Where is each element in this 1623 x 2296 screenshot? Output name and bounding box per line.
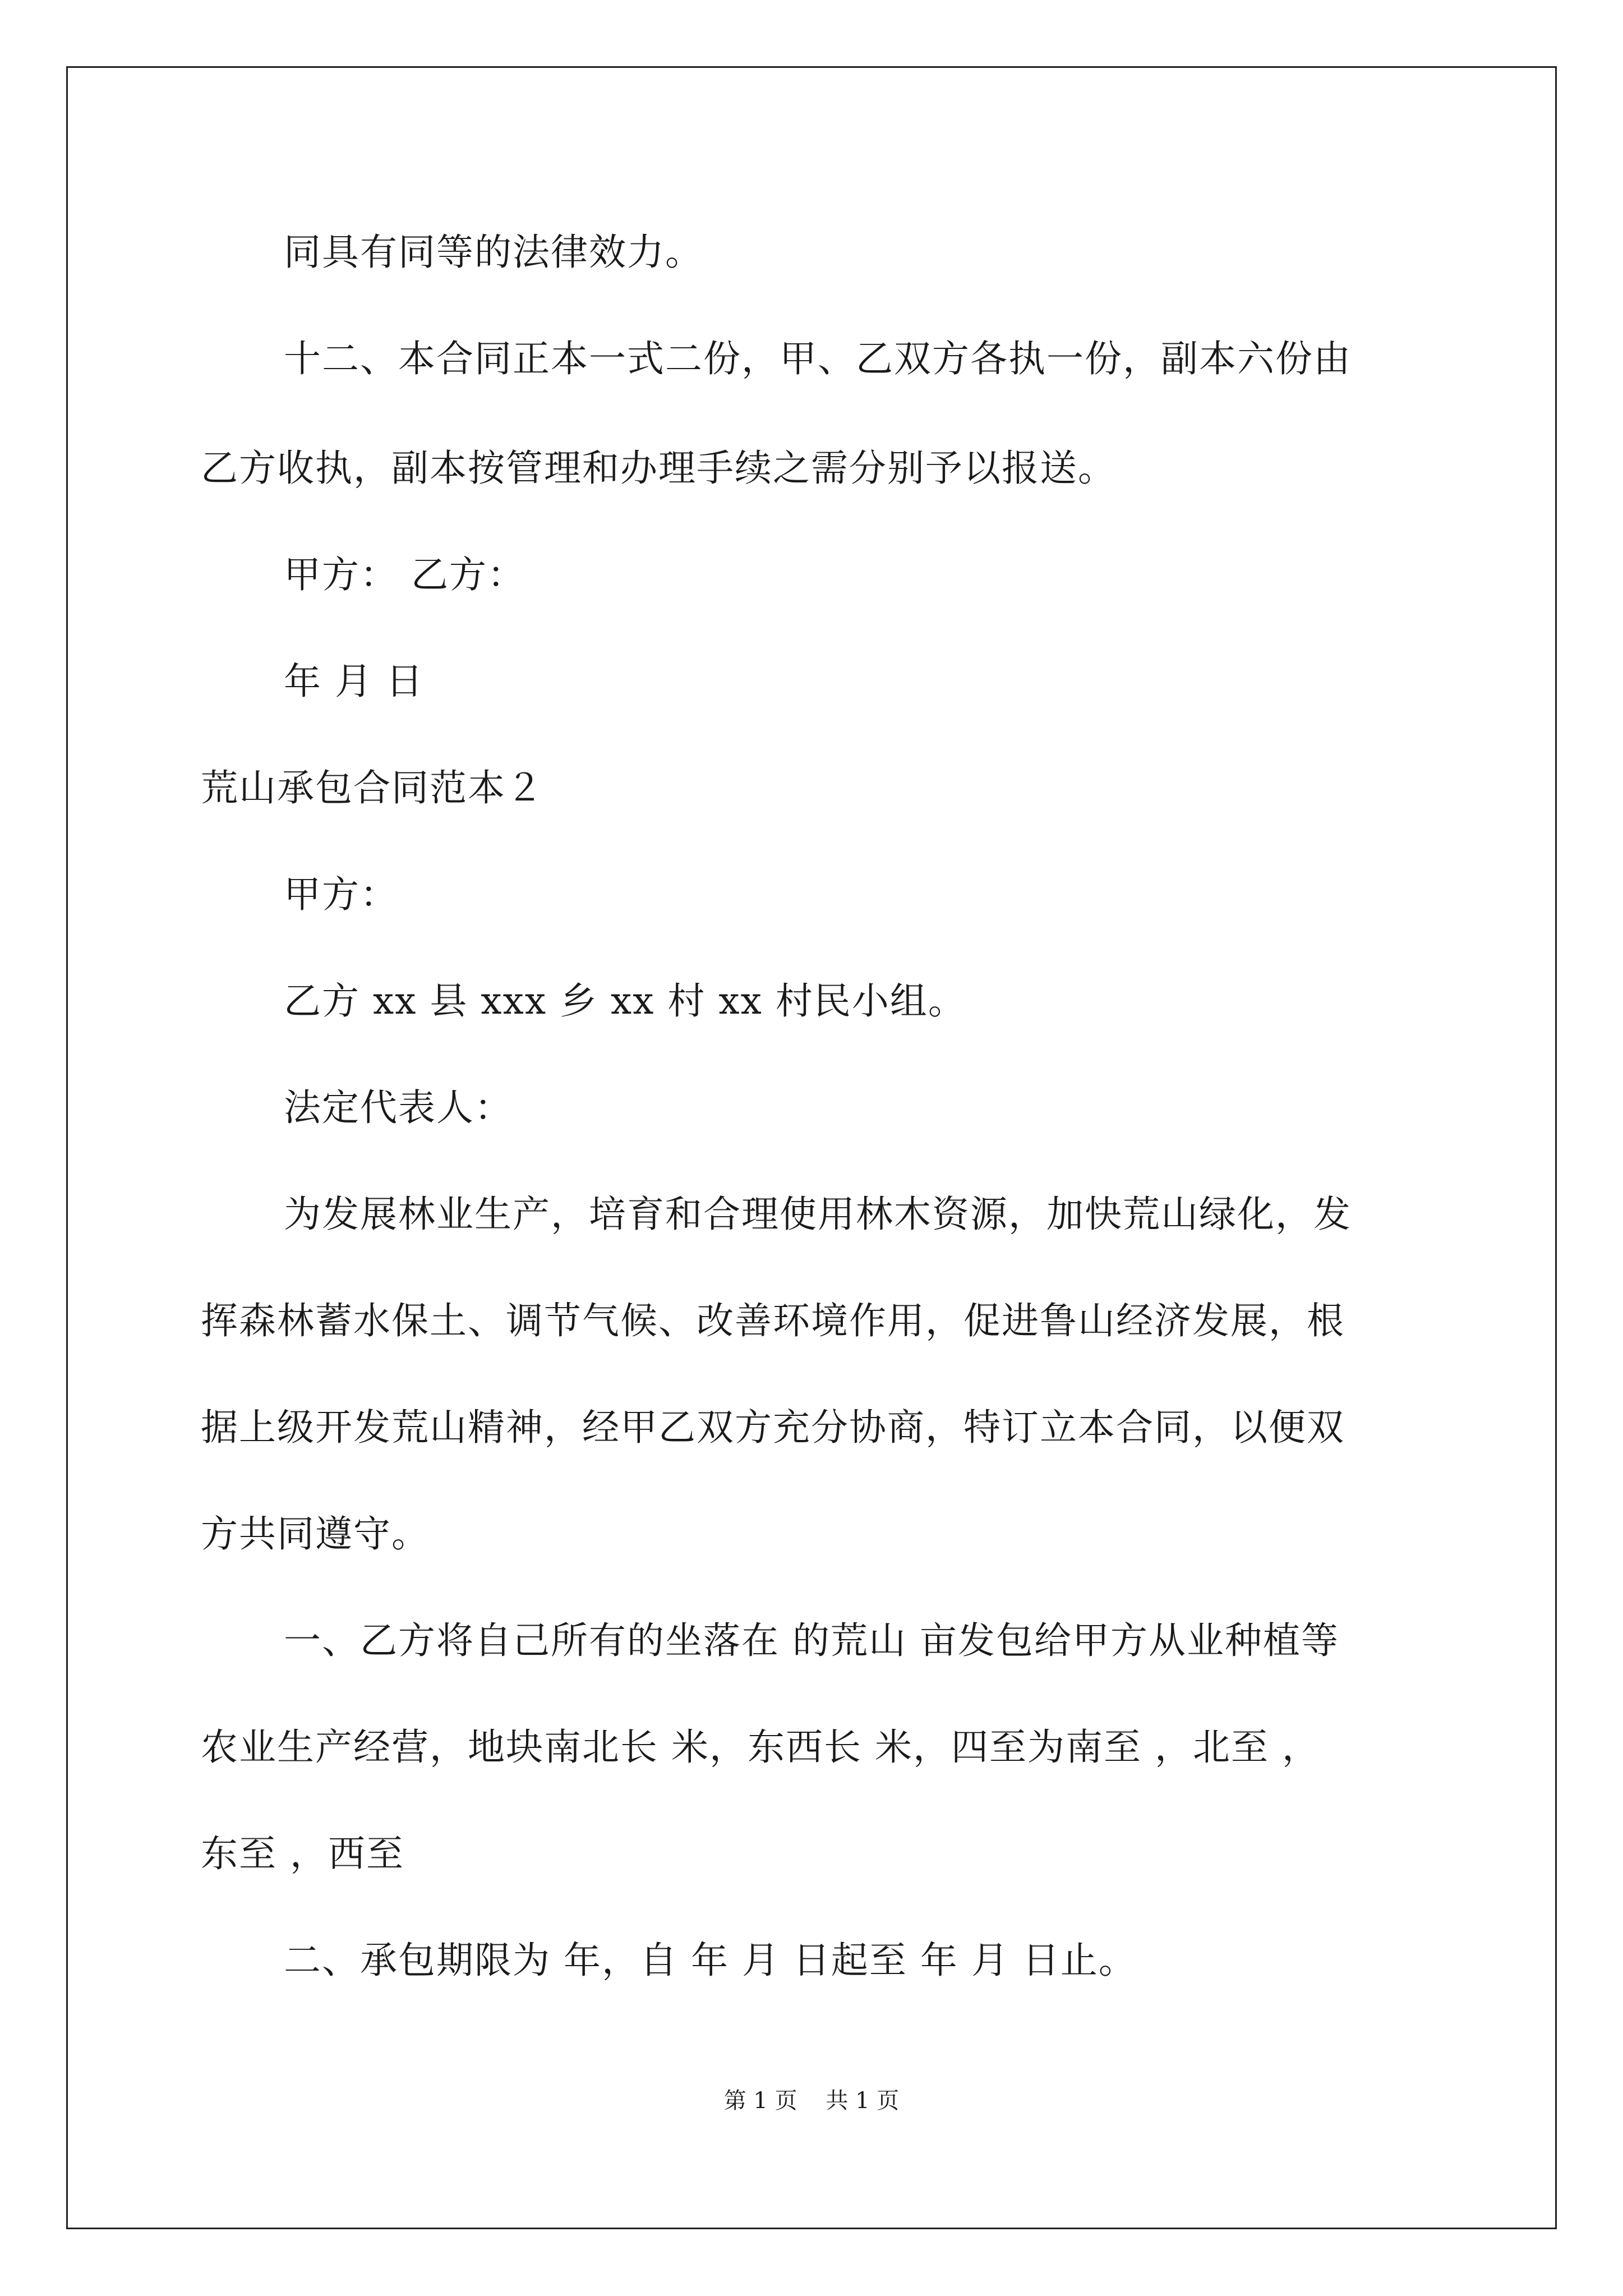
section-title: 荒山承包合同范本２	[201, 766, 544, 809]
paragraph-line: 二、承包期限为 年，自 年 月 日起至 年 月 日止。	[284, 1939, 1137, 1982]
paragraph-line: 乙方 xx 县 xxx 乡 xx 村 xx 村民小组。	[284, 979, 966, 1023]
paragraph-line: 法定代表人：	[284, 1086, 513, 1129]
date-line: 年 月 日	[284, 660, 424, 703]
paragraph-line: 一、乙方将自己所有的坐落在 的荒山 亩发包给甲方从业种植等	[284, 1619, 1339, 1662]
paragraph-line: 据上级开发荒山精神，经甲乙双方充分协商，特订立本合同，以便双	[201, 1406, 1345, 1449]
page-border	[66, 66, 1557, 2229]
paragraph-line: 同具有同等的法律效力。	[284, 231, 703, 274]
paragraph-line: 乙方收执，副本按管理和办理手续之需分别予以报送。	[201, 447, 1116, 490]
paragraph-line: 十二、本合同正本一式二份，甲、乙双方各执一份，副本六份由	[284, 337, 1352, 380]
signature-line: 甲方： 乙方：	[284, 553, 525, 596]
paragraph-line: 为发展林业生产，培育和合理使用林木资源，加快荒山绿化，发	[284, 1193, 1352, 1236]
paragraph-line: 东至 ，西至	[201, 1832, 404, 1875]
paragraph-line: 甲方：	[284, 873, 398, 916]
paragraph-line: 挥森林蓄水保土、调节气候、改善环境作用，促进鲁山经济发展，根	[201, 1299, 1345, 1342]
page-number-footer: 第 1 页 共 1 页	[723, 2088, 900, 2114]
paragraph-line: 方共同遵守。	[201, 1512, 430, 1556]
paragraph-line: 农业生产经营，地块南北长 米，东西长 米，四至为南至 ，北至 ，	[201, 1726, 1320, 1769]
